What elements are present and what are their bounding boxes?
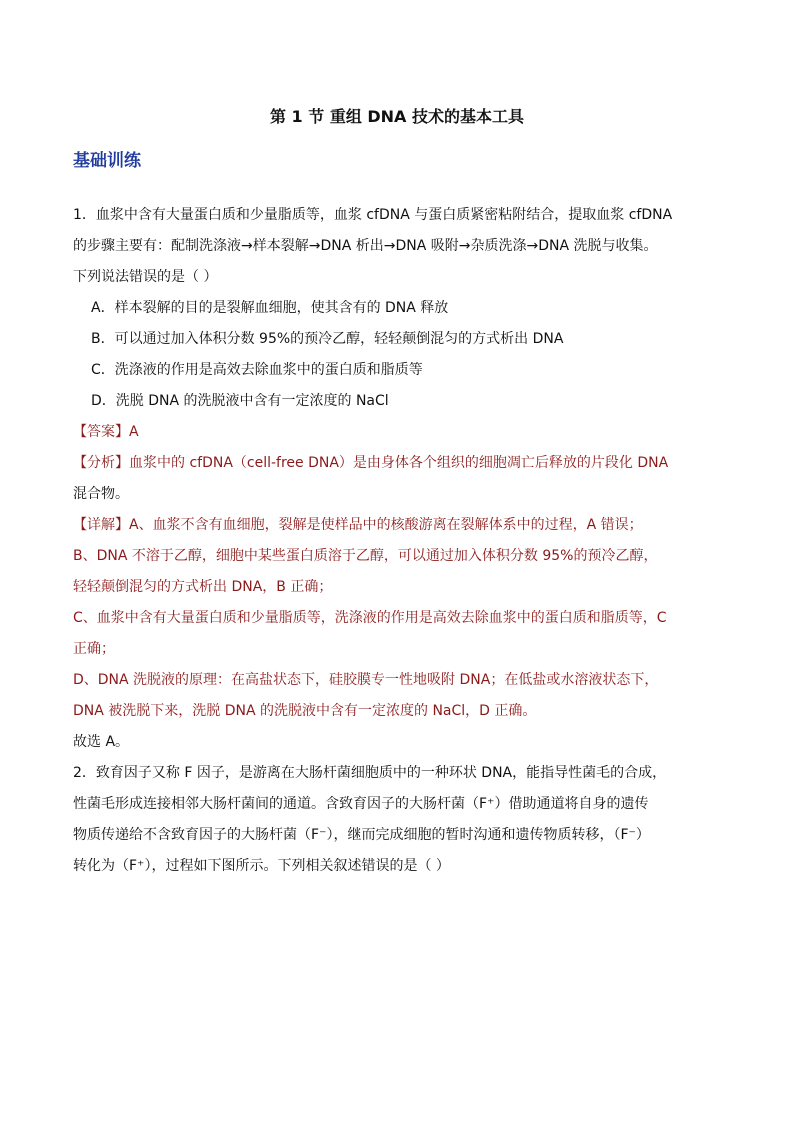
analysis-text: 混合物。	[73, 486, 129, 502]
q1-stem-line: 的步骤主要有：配制洗涤液→样本裂解→DNA 析出→DNA 吸附→杂质洗涤→DNA 洗脱与收集。	[73, 238, 658, 254]
analysis-text: 血浆中的 cfDNA（cell-free DNA）是由身体各个组织的细胞凋亡后释放的片段化 DNA	[129, 455, 669, 471]
q1-conclusion: 故选 A。	[73, 734, 130, 750]
detail-text: 轻轻颠倒混匀的方式析出 DNA，B 正确；	[73, 579, 333, 595]
detail-text: B、DNA 不溶于乙醇，细胞中某些蛋白质溶于乙醇，可以通过加入体积分数 95%的预冷乙醇，	[73, 548, 658, 564]
q2-stem-line: 物质传递给不含致育因子的大肠杆菌（F⁻），继而完成细胞的暂时沟通和遗传物质转移，（F⁻）	[73, 827, 650, 843]
q1-stem-line: 1．血浆中含有大量蛋白质和少量脂质等，血浆 cfDNA 与蛋白质紧密粘附结合，提取血浆 cfDNA	[73, 207, 673, 223]
detail-text: C、血浆中含有大量蛋白质和少量脂质等，洗涤液的作用是高效去除血浆中的蛋白质和脂质等，C	[73, 610, 667, 626]
answer-tag: 【答案】	[73, 424, 129, 440]
detail-text: 正确；	[73, 641, 115, 657]
q1-option-d: D．洗脱 DNA 的洗脱液中含有一定浓度的 NaCl	[91, 393, 389, 409]
detail-text: DNA 被洗脱下来，洗脱 DNA 的洗脱液中含有一定浓度的 NaCl，D 正确。	[73, 703, 537, 719]
detail-text: D、DNA 洗脱液的原理：在高盐状态下，硅胶膜专一性地吸附 DNA；在低盐或水溶液状态下，	[73, 672, 659, 688]
detail-tag: 【详解】	[73, 517, 129, 533]
q1-stem-line: 下列说法错误的是（ ）	[73, 269, 218, 285]
question-body	[73, 200, 753, 882]
q2-stem-line: 转化为（F⁺），过程如下图所示。下列相关叙述错误的是（ ）	[73, 858, 450, 874]
q1-option-c: C．洗涤液的作用是高效去除血浆中的蛋白质和脂质等	[91, 362, 423, 378]
q2-stem-line: 2．致育因子又称 F 因子，是游离在大肠杆菌细胞质中的一种环状 DNA，能指导性菌毛的合成，	[73, 765, 667, 781]
q1-analysis	[73, 448, 753, 479]
answer-value: A	[129, 424, 139, 440]
section-heading: 基础训练	[73, 151, 141, 171]
q2-stem-line: 性菌毛形成连接相邻大肠杆菌间的通道。含致育因子的大肠杆菌（F⁺）借助通道将自身的遗传	[73, 796, 649, 812]
page-title: 第 1 节 重组 DNA 技术的基本工具	[269, 107, 525, 126]
q1-detail	[73, 510, 753, 541]
q1-answer	[73, 417, 753, 448]
analysis-tag: 【分析】	[73, 455, 129, 471]
q1-option-b: B．可以通过加入体积分数 95%的预冷乙醇，轻轻颠倒混匀的方式析出 DNA	[91, 331, 564, 347]
q1-option-a: A．样本裂解的目的是裂解血细胞，使其含有的 DNA 释放	[91, 300, 449, 316]
detail-text: A、血浆不含有血细胞，裂解是使样品中的核酸游离在裂解体系中的过程，A 错误；	[129, 517, 643, 533]
